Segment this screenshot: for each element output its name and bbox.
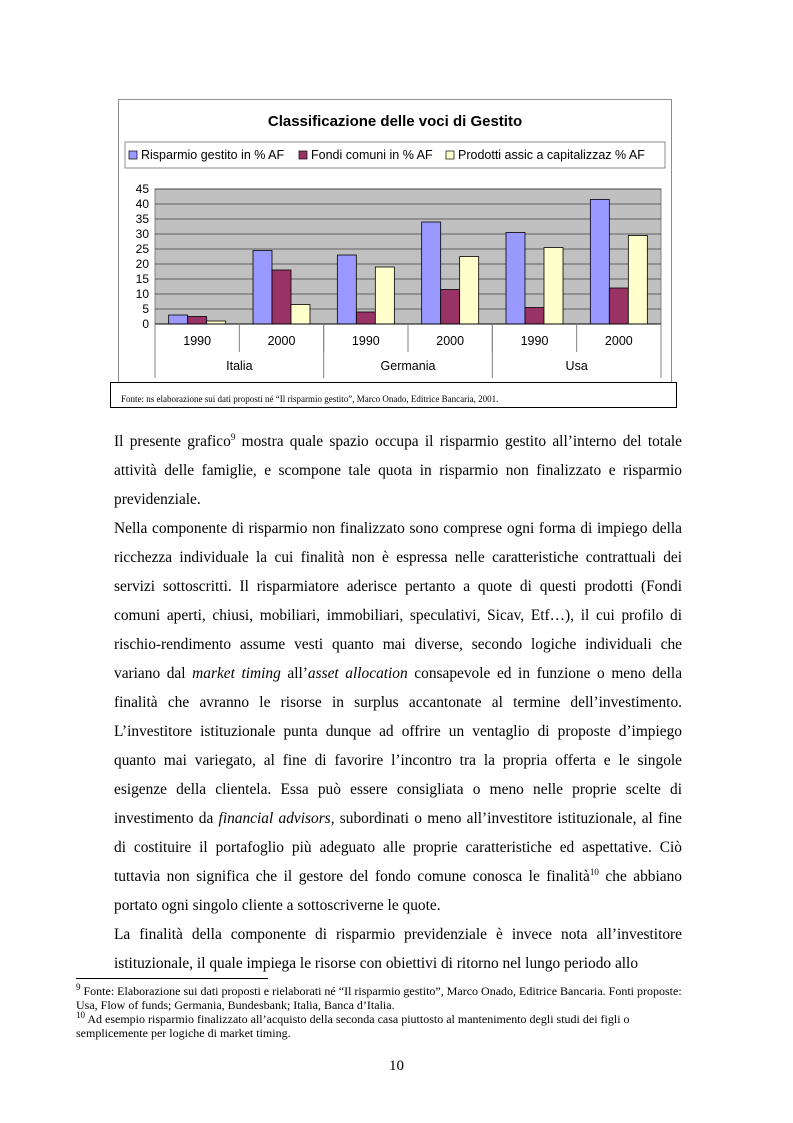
bar [544, 248, 563, 325]
italic-term: financial advisors [218, 810, 331, 827]
y-tick-label: 25 [135, 242, 149, 256]
bar [590, 200, 609, 325]
bar [609, 288, 628, 324]
paragraph-text: mostra quale spazio occupa il risparmio gestito all’interno del totale attività delle famiglie, e scompone tale quota in risparmio non finalizzato e risparmio previdenziale. [114, 433, 683, 508]
y-tick-label: 15 [135, 272, 149, 286]
bar [188, 317, 207, 325]
paragraph-text: che abbiano portato ogni singolo cliente a sottoscriverne le quote. [114, 868, 683, 914]
x-tick-label: 1990 [520, 334, 549, 348]
y-tick-label: 30 [135, 227, 149, 241]
legend-label: Prodotti assic a capitalizzaz % AF [458, 148, 645, 162]
group-label: Germania [380, 359, 436, 373]
footnote-text: Fonte: Elaborazione sui dati proposti e rielaborati né “Il risparmio gestito”, Marco Onado, Editrice Bancaria. Fonti proposte: Usa, Flow of funds; Germania, Bundesbank; Italia, Banca d’Italia. [76, 984, 682, 1012]
paragraph-text: Il presente grafico [114, 433, 231, 450]
y-tick-label: 35 [135, 212, 149, 226]
italic-term: asset allocation [307, 665, 408, 682]
bar [525, 308, 544, 325]
paragraph-1 [114, 427, 682, 514]
group-label: Italia [226, 359, 253, 373]
y-tick-label: 0 [142, 317, 149, 331]
x-tick-label: 1990 [351, 334, 380, 348]
footnote-mark: 10 [76, 1010, 85, 1020]
footnote-9 [76, 984, 698, 1012]
chart-title: Classificazione delle voci di Gestito [267, 113, 523, 130]
footnote-ref-10: 10 [589, 866, 599, 877]
bar [422, 222, 441, 324]
legend-label: Fondi comuni in % AF [311, 148, 433, 162]
chart-source-box [110, 382, 677, 408]
x-tick-label: 2000 [267, 334, 296, 348]
bar [291, 305, 310, 325]
legend-swatch [299, 151, 307, 159]
paragraph-text: , subordinati o meno all’investitore istituzionale, al fine di costituire il portafoglio più adeguato alle proprie caratteristiche ed aspettative. Ciò tuttavia non significa che il gestore del fondo comune conosca le finalità [114, 810, 683, 885]
footnotes [76, 984, 698, 1040]
bar [253, 251, 272, 325]
italic-term: market timing [192, 665, 281, 682]
bar [375, 267, 394, 324]
bar [356, 312, 375, 324]
bar [441, 290, 460, 325]
x-tick-label: 1990 [183, 334, 212, 348]
paragraph-text: Nella componente di risparmio non finalizzato sono comprese ogni forma di impiego della ricchezza individuale la cui finalità non è espressa nelle caratteristiche contrattuali dei servizi sottoscritti. Il risparmiatore aderisce pertanto a quote di questi prodotti (Fondi comuni aperti, chiusi, mobiliari, immobiliari, speculativi, Sicav, Etf…), il cui profilo di rischio-rendimento assume vesti quanto mai diverse, secondo logiche individuali che variano dal [114, 520, 682, 682]
legend-label: Risparmio gestito in % AF [141, 148, 285, 162]
footnote-ref-9: 9 [230, 431, 236, 442]
x-tick-label: 2000 [436, 334, 465, 348]
footnote-divider [76, 978, 268, 979]
y-tick-label: 45 [135, 182, 149, 196]
bar [506, 233, 525, 325]
footnote-10 [76, 1012, 698, 1040]
paragraph-2 [114, 514, 682, 920]
plot-area [155, 189, 661, 324]
footnote-text: Ad esempio risparmio finalizzato all’acquisto della seconda casa piuttosto al mantenimento degli studi dei figli o semplicemente per logiche di market timing. [76, 1012, 630, 1040]
footnote-mark: 9 [76, 982, 81, 992]
legend-swatch [129, 151, 137, 159]
body-text [114, 427, 682, 978]
paragraph-text: all’ [280, 665, 308, 682]
page-number: 10 [389, 1058, 404, 1074]
legend-swatch [446, 151, 454, 159]
bar-chart [119, 100, 671, 382]
paragraph-text: consapevole ed in funzione o meno della finalità che avranno le risorse in surplus accantonate al termine dell’investimento. L’investitore istituzionale punta dunque ad offrire un ventaglio di proposte d’impiego quanto mai variegato, al fine di favorire l’incontro tra la propria offerta e le singole esigenze della clientela. Essa può essere consigliata o meno nelle proprie scelte di investimento da [114, 665, 683, 827]
chart-container [118, 99, 672, 383]
bar [272, 270, 291, 324]
bar [169, 315, 188, 324]
bar [460, 257, 479, 325]
y-tick-label: 10 [135, 287, 149, 301]
y-tick-label: 40 [135, 197, 149, 211]
x-tick-label: 2000 [604, 334, 633, 348]
y-tick-label: 20 [135, 257, 149, 271]
bar [337, 255, 356, 324]
y-tick-label: 5 [142, 302, 149, 316]
paragraph-3: La finalità della componente di risparmio previdenziale è invece nota all’investitore istituzionale, il quale impiega le risorse con obiettivi di ritorno nel lungo periodo allo [114, 926, 682, 972]
chart-source-note: Fonte: ns elaborazione sui dati proposti né “Il risparmio gestito”, Marco Onado, Editrice Bancaria, 2001. [121, 394, 499, 404]
bar [628, 236, 647, 325]
group-label: Usa [565, 359, 588, 373]
